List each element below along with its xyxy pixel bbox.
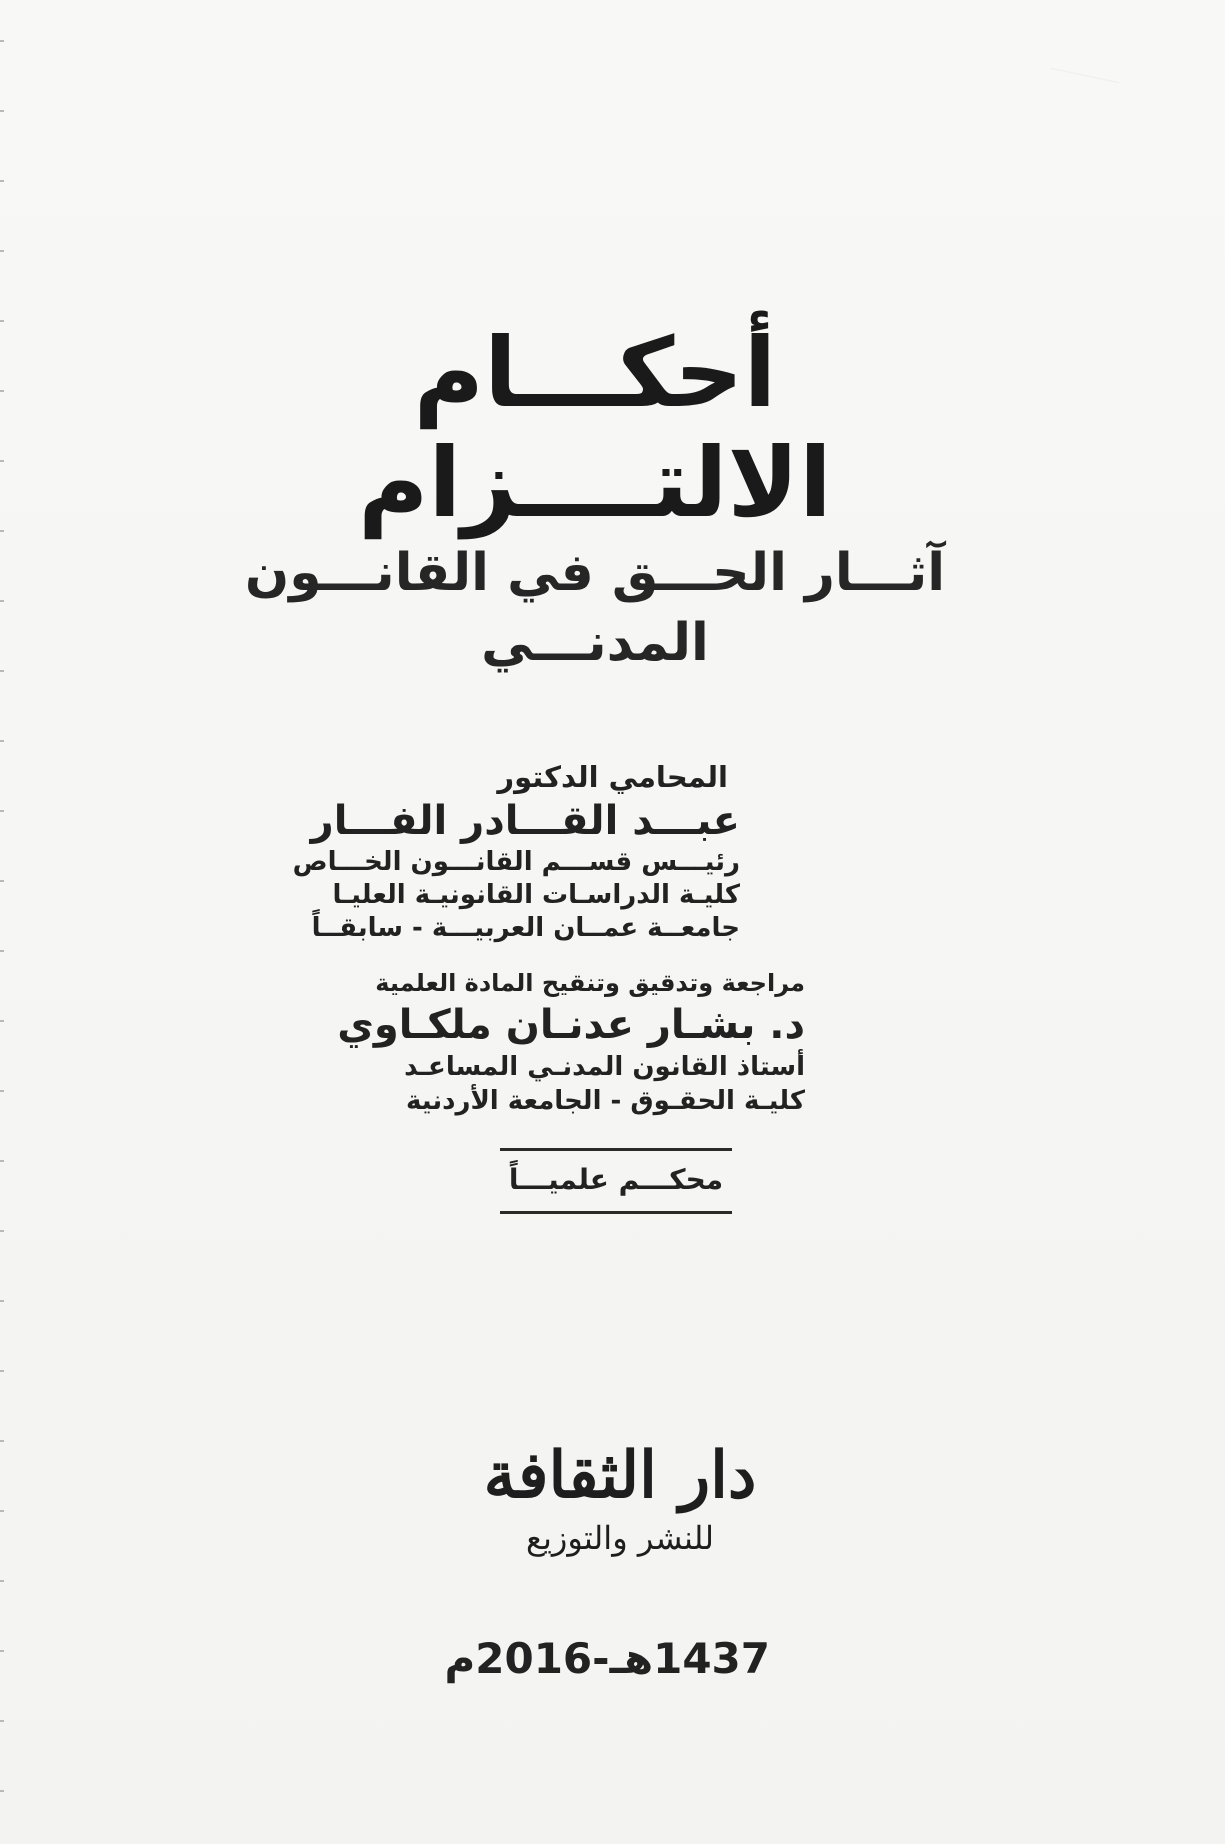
author-college: كليـة الدراسـات القانونيـة العليـا <box>332 880 740 910</box>
author-university: جامعــة عمــان العربيـــة - سابقــاً <box>311 913 740 943</box>
reviewer-credit: مراجعة وتدقيق وتنقيح المادة العلمية <box>375 969 805 997</box>
reviewer-name: د. بشـار عدنـان ملكـاوي <box>337 1002 805 1048</box>
author-title: المحامي الدكتور <box>497 760 728 794</box>
page-edge-marks <box>0 0 6 1844</box>
author-block <box>292 758 740 945</box>
title-block <box>180 318 1010 678</box>
book-subtitle: آثـــار الحـــق في القانـــون المدنـــي <box>244 543 946 673</box>
publication-year: 1437هـ-2016م <box>444 1634 770 1683</box>
reviewer-block <box>337 966 805 1118</box>
publisher-logo <box>470 1435 770 1559</box>
badge-bottom-rule <box>500 1211 732 1214</box>
publisher-tagline: للنشر والتوزيع <box>525 1519 715 1557</box>
reviewer-affiliation: كليـة الحقـوق - الجامعة الأردنية <box>405 1086 805 1116</box>
paper-scuff <box>1051 68 1120 84</box>
peer-reviewed-badge <box>500 1148 732 1214</box>
author-position: رئيـــس قســـم القانـــون الخـــاص <box>292 847 740 877</box>
publisher-name: دار الثقافة <box>483 1438 757 1513</box>
author-name: عبـــد القـــادر الفـــار <box>310 798 740 844</box>
peer-reviewed-label: محكـــم علميـــاً <box>508 1163 724 1196</box>
book-title: أحكـــام الالتــــزام <box>358 317 832 539</box>
badge-top-rule <box>500 1148 732 1151</box>
reviewer-position: أستاذ القانون المدنـي المساعـد <box>404 1052 805 1082</box>
